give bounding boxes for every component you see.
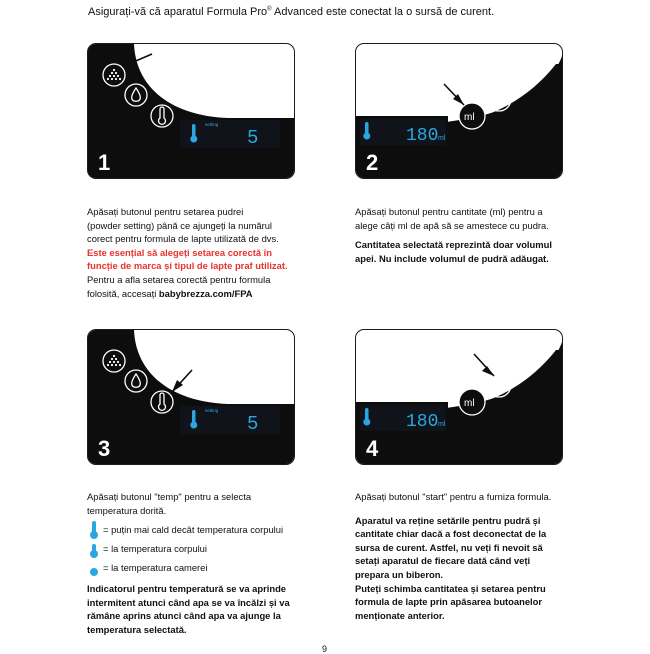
display-volume-value: 180 — [406, 126, 439, 146]
step-1-info: Pentru a afla setarea corectă pentru formula — [87, 273, 271, 285]
step-2-note: Cantitatea selectată reprezintă doar volumul — [355, 239, 552, 251]
step-3-line: Apăsați butonul "temp" pentru a selecta — [87, 491, 252, 502]
step-3-illustration — [87, 329, 295, 465]
thermometer-high-icon — [89, 521, 99, 539]
legend-body: = la temperatura corpului — [87, 539, 327, 558]
display-setting-label: setting — [205, 408, 219, 413]
step-3-note: temperatura selectată. — [87, 623, 187, 635]
start-button — [487, 87, 511, 111]
intro-text: Asigurați-vă că aparatul Formula Pro® Advanced este conectat la o sursă de curent. — [88, 6, 495, 18]
svg-text:ml: ml — [464, 398, 475, 409]
power-button — [514, 351, 538, 375]
ml-button — [459, 389, 485, 415]
step-3-note: rămâne aprins atunci când apa va ajunge la — [87, 610, 281, 622]
step-number: 4 — [366, 436, 379, 461]
step-2-line: alege câți ml de apă să se amestece cu pudra. — [355, 219, 549, 231]
ml-button — [459, 103, 485, 129]
pointer-arrow — [172, 370, 192, 392]
step-4-note: menționate anterior. — [355, 609, 445, 621]
pointer-arrow — [474, 354, 494, 376]
step-1-line: corect pentru formula de lapte utilizată de dvs. — [87, 233, 279, 245]
step-1-instructions — [87, 205, 327, 300]
step-1-line: Apăsați butonul pentru setarea pudrei — [87, 206, 244, 217]
step-4-note: formula de lapte prin apăsarea butoanelor — [355, 596, 543, 608]
step-3-line: temperatura dorită. — [87, 504, 167, 516]
start-button — [487, 373, 511, 397]
svg-text:ml: ml — [464, 112, 475, 123]
legend-warm: = puțin mai cald decât temperatura corpului — [87, 520, 327, 539]
step-2-line: Apăsați butonul pentru cantitate (ml) pentru a — [355, 206, 543, 217]
play-icon — [495, 379, 505, 391]
step-2-note: apei. Nu include volumul de pudră adăugat. — [355, 252, 549, 264]
legend-room: = la temperatura camerei — [87, 558, 327, 577]
display-volume-value: 180 — [406, 412, 439, 432]
step-2-illustration — [355, 43, 563, 179]
power-button — [514, 65, 538, 89]
step-1-warning: Este esențial să alegeți setarea corectă în — [87, 246, 272, 258]
website-link[interactable]: babybrezza.com/FPA — [158, 287, 253, 299]
display-setting-label: setting — [205, 122, 219, 127]
step-1-warning: funcție de marca și tipul de lapte praf utilizat. — [87, 260, 288, 272]
step-1-illustration — [87, 43, 295, 179]
pointer-arrow — [444, 84, 464, 105]
thermometer-medium-icon — [89, 540, 99, 558]
step-number: 1 — [98, 150, 111, 175]
step-4-line: Apăsați butonul "start" pentru a furniza formula. — [355, 491, 552, 502]
step-3-instructions — [87, 490, 327, 637]
step-4-note: Puteți schimba cantitatea și setarea pentru — [355, 582, 546, 594]
page-number: 9 — [322, 644, 328, 654]
step-number: 3 — [98, 436, 111, 461]
step-4-illustration — [355, 329, 563, 465]
step-1-info: folosită, accesați babybrezza.com/FPA — [87, 287, 253, 299]
step-4-instructions — [355, 490, 595, 622]
step-3-note: intermitent atunci când apa se va încălzi și va — [87, 596, 290, 608]
step-1-line: (powder setting) până ce ajungeți la numărul — [87, 219, 273, 231]
step-4-note: cantitate chiar dacă a fost deconectat de la — [355, 528, 547, 540]
display-setting-value: 5 — [247, 127, 259, 149]
step-4-note: sursa de curent. Astfel, nu veți fi nevoit să — [355, 541, 543, 553]
thermometer-low-icon — [89, 559, 99, 577]
display-volume-unit: ml — [438, 421, 446, 428]
step-4-note: Aparatul va reține setările pentru pudră și — [355, 514, 541, 526]
step-number: 2 — [366, 150, 379, 175]
display-setting-value: 5 — [247, 413, 259, 435]
step-2-instructions — [355, 205, 595, 265]
play-icon — [495, 93, 505, 105]
step-3-note: Indicatorul pentru temperatură se va aprinde — [87, 583, 287, 595]
step-4-note: prepara un biberon. — [355, 568, 444, 580]
display-volume-unit: ml — [438, 135, 446, 142]
step-4-note: setați aparatul de fiecare dată când veți — [355, 555, 531, 567]
